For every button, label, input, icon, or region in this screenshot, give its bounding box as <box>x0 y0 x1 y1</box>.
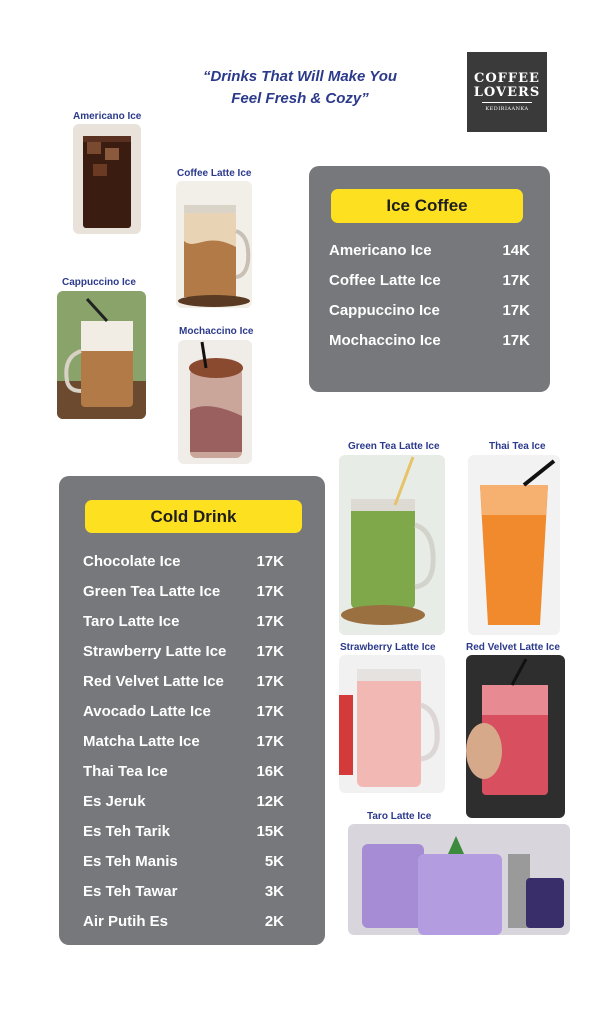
menu-item-price: 17K <box>256 553 284 570</box>
menu-item-name: Es Teh Tarik <box>83 823 170 840</box>
menu-item-name: Chocolate Ice <box>83 553 181 570</box>
menu-item-price: 17K <box>502 332 530 349</box>
menu-item-name: Es Jeruk <box>83 793 146 810</box>
menu-item-price: 17K <box>256 583 284 600</box>
menu-item-name: Taro Latte Ice <box>83 613 180 630</box>
menu-item-name: Red Velvet Latte Ice <box>83 673 224 690</box>
menu-item-price: 17K <box>256 703 284 720</box>
menu-item-price: 15K <box>256 823 284 840</box>
menu-item-name: Mochaccino Ice <box>329 332 441 349</box>
menu-item-price: 17K <box>256 643 284 660</box>
photo-label-taro: Taro Latte Ice <box>367 811 432 822</box>
menu-item-name: Matcha Latte Ice <box>83 733 200 750</box>
green-tea-latte-ice-photo <box>339 455 445 635</box>
menu-item-price: 3K <box>264 883 284 900</box>
photo-label-mochaccino: Mochaccino Ice <box>179 326 254 337</box>
menu-item-price: 2K <box>264 913 284 930</box>
taro-latte-ice-photo <box>348 824 570 935</box>
thai-tea-ice-photo <box>468 455 560 635</box>
cold-drink-header: Cold Drink <box>85 500 302 533</box>
menu-item-price: 12K <box>256 793 284 810</box>
ice-coffee-header: Ice Coffee <box>331 189 523 223</box>
menu-item-price: 17K <box>256 673 284 690</box>
cold-drink-panel <box>59 476 325 945</box>
menu-item-name: Es Teh Tawar <box>83 883 178 900</box>
photo-label-cappuccino: Cappuccino Ice <box>62 277 136 288</box>
photo-label-red-velvet: Red Velvet Latte Ice <box>466 642 560 653</box>
americano-ice-photo <box>73 124 141 234</box>
tagline-line-1: “Drinks That Will Make You <box>202 68 398 85</box>
menu-item-name: Cappuccino Ice <box>329 302 440 319</box>
menu-item-name: Strawberry Latte Ice <box>83 643 227 660</box>
photo-label-green-tea: Green Tea Latte Ice <box>348 441 440 452</box>
cappuccino-ice-photo <box>57 291 146 419</box>
ice-coffee-panel <box>309 166 550 392</box>
menu-item-price: 17K <box>502 302 530 319</box>
menu-item-price: 17K <box>502 272 530 289</box>
menu-item-price: 17K <box>256 733 284 750</box>
red-velvet-latte-ice-photo <box>466 655 565 818</box>
tagline-line-2: Feel Fresh & Cozy” <box>231 90 369 107</box>
tagline <box>150 66 450 110</box>
strawberry-latte-ice-photo <box>339 655 445 793</box>
menu-item-name: Es Teh Manis <box>83 853 178 870</box>
coffee-lovers-logo: COFFEE LOVERS KEDIRIAANKA <box>467 52 547 132</box>
photo-label-americano: Americano Ice <box>73 111 142 122</box>
menu-item-name: Green Tea Latte Ice <box>83 583 221 600</box>
coffee-latte-ice-photo <box>176 181 252 308</box>
menu-item-name: Thai Tea Ice <box>83 763 168 780</box>
menu-item-name: Coffee Latte Ice <box>329 272 441 289</box>
menu-item-price: 16K <box>256 763 284 780</box>
menu-item-name: Air Putih Es <box>83 913 169 930</box>
menu-item-price: 14K <box>502 242 530 259</box>
mochaccino-ice-photo <box>178 340 252 464</box>
menu-item-price: 5K <box>264 853 284 870</box>
photo-label-coffee-latte: Coffee Latte Ice <box>177 168 252 179</box>
photo-label-thai-tea: Thai Tea Ice <box>489 441 546 452</box>
menu-item-name: Avocado Latte Ice <box>83 703 211 720</box>
photo-label-strawberry: Strawberry Latte Ice <box>340 642 436 653</box>
menu-item-name: Americano Ice <box>329 242 432 259</box>
menu-item-price: 17K <box>256 613 284 630</box>
